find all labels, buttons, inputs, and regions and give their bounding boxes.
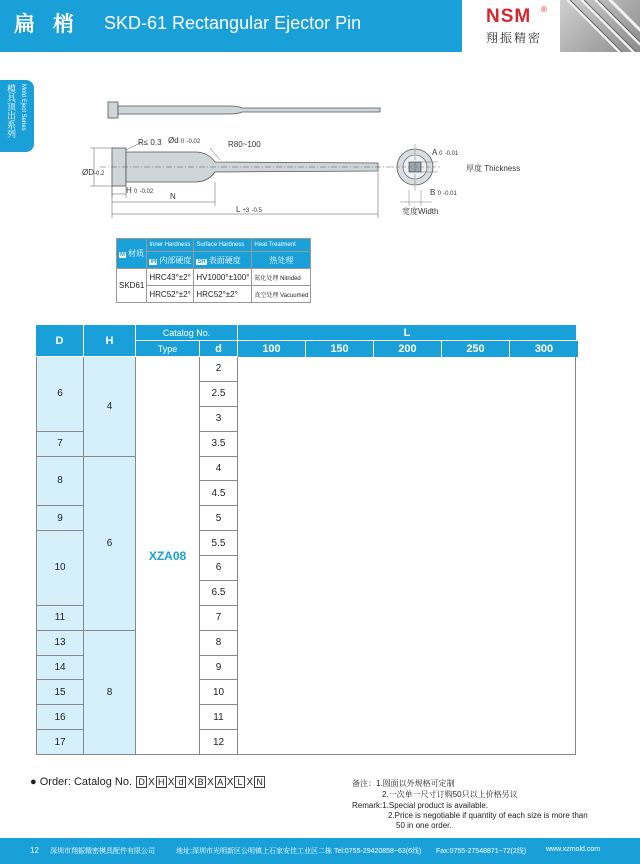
- material-table: [116, 238, 311, 303]
- material-header-en: [117, 239, 311, 252]
- page-title: SKD-61 Rectangular Ejector Pin: [104, 13, 362, 33]
- small-d-cell-2: 2: [200, 357, 238, 382]
- row2-surface-hardness: HRC52°±2°: [194, 286, 252, 303]
- d-cell-14: 14: [36, 656, 84, 681]
- H-label: H: [126, 186, 132, 195]
- badge-m: M: [120, 252, 125, 258]
- d-cell-7: 7: [36, 432, 84, 457]
- L-label: L: [236, 205, 241, 214]
- d-cell-16: 16: [36, 705, 84, 730]
- radius-label: R≤ 0.3: [138, 138, 162, 147]
- small-d-cell-5.5: 5.5: [200, 531, 238, 556]
- d-label: Ød: [168, 136, 179, 145]
- d-dimension-label: [168, 136, 200, 145]
- side-tab-label-en: Mold Eject Series: [20, 84, 26, 131]
- h-cell-4: 4: [84, 357, 136, 457]
- D-dimension-label: [82, 168, 104, 177]
- H-dimension-label: [126, 186, 153, 195]
- H-tol-upper: 0: [134, 189, 138, 195]
- footer-website: www.xzmold.com: [546, 846, 601, 853]
- B-tol-lower: -0.01: [443, 191, 457, 197]
- order-separator: X: [167, 777, 175, 788]
- inner-label: 内部硬度: [159, 255, 192, 265]
- column-header-d: D: [36, 325, 84, 357]
- order-separator: X: [226, 777, 234, 788]
- footer-tel: Tel:0755-29420858~63(6线): [334, 848, 422, 855]
- column-header-l-150: 150: [306, 341, 374, 357]
- order-label: Order: Catalog No.: [39, 776, 133, 788]
- B-tol-upper: 0: [437, 191, 441, 197]
- small-d-cell-2.5: 2.5: [200, 382, 238, 407]
- L-dimension-label: [236, 205, 262, 214]
- column-header-l: L: [238, 325, 576, 341]
- L-tol-upper: +3: [242, 208, 250, 214]
- order-code-boxes: [135, 776, 266, 788]
- note-en-3: 50 in one order.: [396, 821, 452, 830]
- order-box-d-4: d: [175, 776, 186, 788]
- d-cell-8: 8: [36, 457, 84, 507]
- A-dimension-label: [432, 148, 458, 157]
- row2-inner-hardness: HRC52°±2°: [147, 286, 194, 303]
- surface-hardness-header-cn: [194, 252, 252, 269]
- column-header-l-250: 250: [442, 341, 510, 357]
- order-catalog-line: [30, 776, 266, 788]
- d-cell-17: 17: [36, 730, 84, 755]
- brand-logo: NSM: [486, 6, 532, 27]
- thickness-label: 厚度 Thickness: [466, 164, 521, 173]
- small-d-cell-6.5: 6.5: [200, 581, 238, 606]
- d-cell-15: 15: [36, 680, 84, 705]
- small-d-cell-7: 7: [200, 606, 238, 631]
- d-cell-11: 11: [36, 606, 84, 631]
- d-cell-6: 6: [36, 357, 84, 432]
- small-d-cell-4: 4: [200, 457, 238, 482]
- A-label: A: [432, 148, 437, 157]
- column-header-catalog: Catalog No.: [136, 325, 238, 341]
- A-tol-lower: -0.01: [444, 151, 459, 157]
- note-en-1: Remark:1.Special product is available.: [352, 801, 489, 810]
- column-header-h: H: [84, 325, 136, 357]
- B-label: B: [430, 188, 436, 197]
- note-cn-2: 2.一次单一尺寸订购50只以上价格另议: [382, 790, 518, 799]
- heat-treatment-header: Heat Treatment: [252, 239, 311, 252]
- order-separator: X: [207, 777, 214, 788]
- l-blank-area: [238, 357, 576, 755]
- row1-surface-hardness: HV1000°±100°: [194, 269, 252, 286]
- page-number: 12: [30, 846, 39, 855]
- N-dimension-label: N: [170, 192, 176, 201]
- inner-hardness-header-cn: [147, 252, 194, 269]
- badge-sh: SH: [197, 258, 206, 265]
- column-header-l-300: 300: [510, 341, 578, 357]
- surface-hardness-header: Surface Hardness: [194, 239, 252, 252]
- small-d-cell-5: 5: [200, 506, 238, 531]
- note-en-2: 2.Price is negotiable if quantity of each size is more than: [388, 811, 588, 820]
- order-box-b-6: B: [195, 776, 206, 788]
- small-d-cell-3.5: 3.5: [200, 432, 238, 457]
- footer-fax: Fax:0755-27548871~72(2线): [436, 848, 527, 855]
- badge-ih: IH: [150, 258, 157, 265]
- product-photo: [560, 0, 640, 52]
- column-header-l-100: 100: [238, 341, 306, 357]
- order-separator: X: [148, 777, 155, 788]
- order-box-n-12: N: [254, 776, 265, 788]
- bullet-icon: ●: [30, 776, 37, 788]
- D-tol: -0.2: [94, 171, 105, 177]
- note-cn-1: 备注：1.圆面以外规格可定制: [352, 779, 455, 788]
- H-tol-lower: -0.02: [139, 189, 154, 195]
- width-label: 宽度Width: [402, 207, 439, 216]
- heat-treatment-header-cn: 热处理: [252, 252, 311, 269]
- column-header-l-200: 200: [374, 341, 442, 357]
- A-tol-upper: 0: [439, 151, 443, 157]
- order-box-a-8: A: [215, 776, 226, 788]
- h-cell-6: 6: [84, 457, 136, 631]
- material-label: 材质: [128, 249, 144, 258]
- material-label-cell: [117, 239, 147, 269]
- small-d-cell-10: 10: [200, 680, 238, 705]
- brand-name-cn: 翔振精密: [486, 31, 543, 45]
- column-header-type: Type: [136, 341, 200, 357]
- page-title-cn: 扁 梢: [14, 13, 80, 36]
- order-box-h-2: H: [156, 776, 167, 788]
- column-header-small-d: d: [200, 341, 238, 357]
- ejector-pins-photo-icon: [560, 0, 640, 52]
- L-tol-lower: -0.5: [251, 208, 262, 214]
- h-cell-8: 8: [84, 631, 136, 755]
- small-d-cell-9: 9: [200, 656, 238, 681]
- steel-grade: SKD61: [117, 269, 147, 303]
- small-d-cell-12: 12: [200, 730, 238, 755]
- small-d-cell-8: 8: [200, 631, 238, 656]
- d-cell-10: 10: [36, 531, 84, 606]
- catalog-table: [36, 325, 576, 755]
- d-tol-upper: 0: [180, 139, 185, 145]
- surface-label: 表面硬度: [208, 255, 241, 265]
- order-box-l-10: L: [234, 776, 245, 788]
- registered-mark: ®: [541, 5, 547, 14]
- B-dimension-label: [430, 188, 457, 197]
- pin-side-view-top: [108, 102, 380, 118]
- order-box-d-0: D: [136, 776, 147, 788]
- small-d-cell-3: 3: [200, 407, 238, 432]
- order-separator: X: [246, 777, 254, 788]
- inner-hardness-header: Inner Hardness: [147, 239, 194, 252]
- side-tab-label-cn: 模具顶出系列: [6, 84, 16, 138]
- footer-company: 深圳市翔振精密模具配件有限公司: [50, 848, 155, 855]
- d-cell-9: 9: [36, 506, 84, 531]
- small-d-cell-11: 11: [200, 705, 238, 730]
- row2-heat-treatment: 真空处理 Vacuumed: [252, 286, 311, 303]
- r80-label: R80~100: [228, 140, 261, 149]
- d-tol-lower: -0.02: [186, 139, 201, 145]
- row1-inner-hardness: HRC43°±2°: [147, 269, 194, 286]
- material-row-1: [117, 269, 311, 286]
- order-separator: X: [187, 777, 195, 788]
- small-d-cell-6: 6: [200, 556, 238, 581]
- row1-heat-treatment: 氮化处理 Nitrided: [252, 269, 311, 286]
- d-cell-13: 13: [36, 631, 84, 656]
- footer-address: 地址:深圳市光明新区公明镇上石家安佳工业区二栋: [176, 848, 332, 855]
- small-d-cell-4.5: 4.5: [200, 481, 238, 506]
- technical-drawing: [60, 90, 480, 225]
- type-cell: XZA08: [136, 357, 200, 755]
- D-label: ØD: [82, 168, 94, 177]
